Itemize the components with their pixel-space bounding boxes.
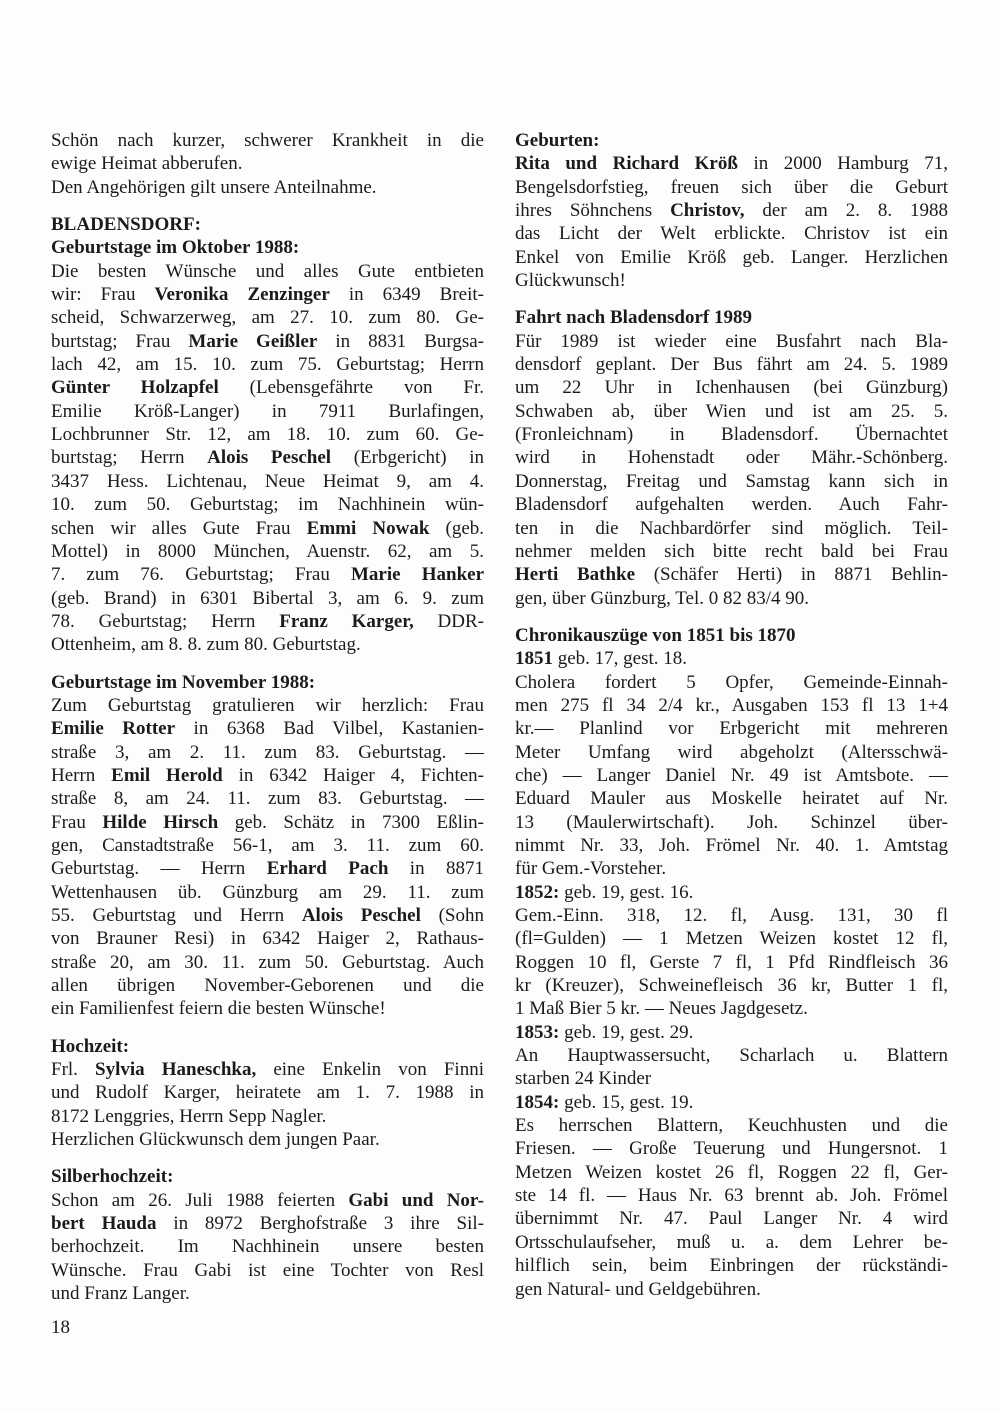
left-column	[51, 129, 484, 1306]
text-line	[515, 1091, 948, 1114]
text-line	[51, 470, 484, 493]
text-segment: Emilie Kröß-Langer) in 7911 Burlafingen,	[51, 400, 484, 422]
text-line	[515, 1207, 948, 1230]
text-segment: ten in die Nachbardörfer sind möglich. Teil-	[515, 517, 948, 539]
text-segment: berhochzeit. Im Nachhinein unsere besten	[51, 1236, 484, 1258]
text-segment: Glückwunsch!	[515, 270, 626, 292]
text-segment: nimmt Nr. 33, Joh. Frömel Nr. 40. 1. Amtstag	[515, 834, 948, 856]
text-line	[515, 1278, 948, 1301]
text-line	[515, 330, 948, 353]
text-segment: 13 (Maulerwirtschaft). Joh. Schinzel über-	[515, 811, 948, 833]
text-line	[51, 376, 484, 399]
text-segment: gen, Canstadtstraße 56-1, am 3. 11. zum 60.	[51, 834, 484, 856]
text-segment: lach 42, am 15. 10. zum 75. Geburtstag; Herrn	[51, 354, 484, 376]
text-line	[515, 787, 948, 810]
text-line	[515, 764, 948, 787]
section-heading	[51, 1165, 484, 1188]
section-block	[515, 129, 948, 292]
text-segment: 7. zum 76. Geburtstag; Frau	[51, 564, 351, 586]
text-segment: in 6342 Haiger 4, Fichten-	[222, 764, 484, 786]
text-line	[51, 974, 484, 997]
text-line	[51, 1235, 484, 1258]
text-line	[51, 997, 484, 1020]
text-line	[51, 330, 484, 353]
text-line	[51, 152, 484, 175]
text-segment: straße 8, am 24. 11. zum 83. Geburtstag. —	[51, 788, 484, 810]
bold-text-segment: Alois Peschel	[301, 905, 421, 926]
text-line	[515, 517, 948, 540]
text-segment: geb. Schätz in 7300 Eßlin-	[218, 811, 484, 833]
text-line	[515, 997, 948, 1020]
text-line	[515, 1067, 948, 1090]
text-segment: densdorf geplant. Der Bus fährt am 24. 5. 1989	[515, 354, 948, 376]
text-line	[515, 1137, 948, 1160]
text-segment: (geb.	[429, 517, 484, 539]
text-line	[515, 152, 948, 175]
text-segment: übernimmt Nr. 47. Paul Langer Nr. 4 wird	[515, 1208, 948, 1230]
text-line	[51, 1282, 484, 1305]
text-line	[51, 610, 484, 633]
text-segment: in 6368 Bad Vilbel, Kastanien-	[175, 718, 484, 740]
text-line	[51, 1128, 484, 1151]
text-segment: (Fronleichnam) in Bladensdorf. Übernachtet	[515, 424, 948, 446]
bold-text-segment: Herti Bathke	[515, 564, 636, 586]
text-segment: in 6349 Breit-	[329, 284, 485, 306]
text-line	[515, 1044, 948, 1067]
text-line	[515, 269, 948, 292]
section-block	[51, 671, 484, 1021]
text-line	[51, 1105, 484, 1128]
text-line	[51, 694, 484, 717]
section-heading	[51, 1035, 484, 1058]
text-line	[515, 857, 948, 880]
bold-text-segment: bert Hauda	[51, 1213, 157, 1235]
text-segment: 1 Maß Bier 5 kr. — Neues Jagdgesetz.	[515, 998, 808, 1020]
text-line	[51, 283, 484, 306]
bold-text-segment: 1854:	[515, 1091, 560, 1113]
text-segment: geb. 17, gest. 18.	[553, 648, 688, 670]
bold-text-segment: Sylvia Haneschka,	[95, 1059, 257, 1081]
text-segment: 3437 Hess. Lichtenau, Neue Heimat 9, am 4.	[51, 470, 484, 492]
bold-text-segment: Hilde Hirsch	[102, 811, 219, 833]
text-line	[51, 1259, 484, 1282]
text-segment: (fl=Gulden) — 1 Metzen Weizen kostet 12 fl,	[515, 928, 948, 950]
text-segment: geb. 19, gest. 29.	[559, 1021, 694, 1043]
text-line	[515, 353, 948, 376]
text-segment: um 22 Uhr in Ichenhausen (bei Günzburg)	[515, 377, 948, 399]
text-line	[515, 222, 948, 245]
text-line	[515, 974, 948, 997]
text-segment: 10. zum 50. Geburtstag; im Nachhinein wün-	[51, 494, 484, 516]
text-line	[51, 881, 484, 904]
text-segment: Bengelsdorfstieg, freuen sich über die Geburt	[515, 176, 948, 198]
text-line	[515, 400, 948, 423]
text-line	[51, 176, 484, 199]
text-segment: burtstag; Herrn	[51, 447, 208, 469]
bold-text-segment: Veronika Zenzinger	[154, 284, 330, 306]
bold-text-segment: Chronikauszüge von 1851 bis 1870	[515, 624, 796, 646]
bold-text-segment: Alois Peschel	[207, 447, 332, 469]
text-segment: Metzen Weizen kostet 26 fl, Roggen 22 fl, Ger-	[515, 1161, 948, 1183]
text-segment: Wettenhausen üb. Günzburg am 29. 11. zum	[51, 881, 484, 903]
text-segment: wir: Frau	[51, 284, 155, 306]
text-segment: straße 3, am 2. 11. zum 83. Geburtstag. —	[51, 741, 484, 763]
text-line	[515, 811, 948, 834]
section-block	[515, 306, 948, 609]
bold-text-segment: 1852:	[515, 881, 560, 903]
text-segment: wird in Hohenstadt oder Mähr.-Schönberg.	[515, 447, 948, 469]
bold-text-segment: BLADENSDORF:	[51, 214, 201, 236]
text-segment: Mottel) in 8000 München, Auenstr. 62, am 5.	[51, 540, 484, 562]
text-segment: burtstag; Frau	[51, 330, 189, 352]
section-block	[51, 1165, 484, 1305]
text-line	[515, 246, 948, 269]
text-segment: Donnerstag, Freitag und Samstag kann sich in	[515, 470, 948, 492]
text-segment: in 8972 Berghofstraße 3 ihre Sil-	[156, 1213, 484, 1235]
section-heading	[515, 624, 948, 647]
section-block	[51, 129, 484, 199]
text-segment: Friesen. — Große Teuerung und Hungersnot. 1	[515, 1138, 948, 1160]
text-segment: 55. Geburtstag und Herrn	[51, 905, 302, 926]
text-line	[515, 927, 948, 950]
text-segment: kr (Kreuzer), Schweinefleisch 36 kr, Butter 1 fl,	[515, 975, 948, 997]
text-segment: Lochbrunner Str. 12, am 18. 10. zum 60. Ge-	[51, 424, 484, 446]
text-segment: Cholera fordert 5 Opfer, Gemeinde-Einnah-	[515, 671, 948, 693]
text-segment: starben 24 Kinder	[515, 1068, 652, 1090]
text-segment: für Gem.-Vorsteher.	[515, 858, 667, 880]
text-segment: Wünsche. Frau Gabi ist eine Tochter von Resl	[51, 1259, 484, 1281]
text-segment: 8172 Lenggries, Herrn Sepp Nagler.	[51, 1105, 327, 1127]
text-line	[51, 563, 484, 586]
bold-text-segment: Franz Karger,	[279, 610, 414, 632]
text-segment: in 2000 Hamburg 71,	[737, 153, 949, 175]
text-line	[51, 353, 484, 376]
bold-text-segment: Geburtstage im November 1988:	[51, 671, 316, 693]
text-line	[515, 1254, 948, 1277]
bold-text-segment: Emil Herold	[111, 764, 223, 786]
text-segment: ein Familienfest feiern die besten Wünsche!	[51, 998, 386, 1020]
text-line	[51, 1081, 484, 1104]
text-segment: Ortsschulaufseher, muß u. a. dem Lehrer be-	[515, 1231, 948, 1253]
text-line	[515, 1161, 948, 1184]
text-segment: (Erbgericht) in	[331, 447, 484, 469]
text-line	[51, 927, 484, 950]
text-segment: Frau	[51, 811, 103, 833]
text-segment: nehmer melden sich bitte recht bald bei Frau	[515, 540, 948, 562]
text-line	[515, 881, 948, 904]
bold-text-segment: Erhard Pach	[266, 858, 389, 880]
text-line	[515, 446, 948, 469]
text-segment: geb. 15, gest. 19.	[559, 1091, 694, 1113]
text-segment: ste 14 fl. — Haus Nr. 63 brennt ab. Joh. Frömel	[515, 1185, 948, 1207]
text-segment: der am 2. 8. 1988	[744, 200, 948, 222]
bold-text-segment: Gabi und Nor-	[348, 1189, 484, 1211]
bold-text-segment: Geburten:	[515, 130, 600, 151]
text-segment: Roggen 10 fl, Gerste 7 fl, 1 Pfd Rindfleisch 36	[515, 951, 948, 973]
section-heading	[515, 129, 948, 152]
text-segment: allen übrigen November-Geborenen und die	[51, 975, 484, 997]
text-segment: An Hauptwassersucht, Scharlach u. Blattern	[515, 1045, 948, 1067]
text-segment: Enkel von Emilie Kröß geb. Langer. Herzlichen	[515, 246, 948, 268]
text-line	[51, 857, 484, 880]
text-segment: Gem.-Einn. 318, 12. fl, Ausg. 131, 30 fl	[515, 905, 948, 926]
text-segment: (geb. Brand) in 6301 Bibertal 3, am 6. 9. zum	[51, 587, 484, 609]
section-heading	[515, 306, 948, 329]
text-segment: Zum Geburtstag gratulieren wir herzlich: Frau	[51, 694, 484, 716]
text-line	[51, 260, 484, 283]
page-number: 18	[51, 1317, 70, 1338]
text-segment: Schon am 26. Juli 1988 feierten	[51, 1189, 349, 1211]
text-line	[51, 129, 484, 152]
text-segment: und Franz Langer.	[51, 1283, 190, 1305]
text-line	[515, 1021, 948, 1044]
text-line	[51, 493, 484, 516]
text-line	[51, 540, 484, 563]
text-line	[51, 423, 484, 446]
text-line	[515, 176, 948, 199]
text-segment: hilflich sein, beim Einbringen der rückständi-	[515, 1255, 948, 1277]
section-heading	[51, 213, 484, 236]
bold-text-segment: 1853:	[515, 1021, 560, 1043]
section-block	[515, 624, 948, 1301]
text-segment: straße 20, am 30. 11. zum 50. Geburtstag. Auch	[51, 951, 484, 973]
text-segment: Herzlichen Glückwunsch dem jungen Paar.	[51, 1129, 380, 1151]
text-line	[515, 199, 948, 222]
bold-text-segment: Silberhochzeit:	[51, 1166, 174, 1188]
text-segment: ewige Heimat abberufen.	[51, 153, 243, 175]
text-line	[515, 951, 948, 974]
text-line	[515, 741, 948, 764]
text-segment: ihres Söhnchens	[515, 200, 671, 222]
text-segment: Frl.	[51, 1059, 96, 1081]
text-line	[51, 1058, 484, 1081]
text-segment: Den Angehörigen gilt unsere Anteilnahme.	[51, 176, 377, 198]
text-segment: schen wir alles Gute Frau	[51, 517, 307, 539]
text-line	[51, 587, 484, 610]
bold-text-segment: Günter Holzapfel	[51, 377, 219, 399]
text-line	[515, 470, 948, 493]
section-block	[51, 1035, 484, 1152]
text-segment: DDR-	[413, 610, 484, 632]
text-segment: Ottenheim, am 8. 8. zum 80. Geburtstag.	[51, 634, 361, 656]
text-segment: Herrn	[51, 764, 112, 786]
text-line	[515, 1114, 948, 1137]
bold-text-segment: Geburtstage im Oktober 1988:	[51, 237, 300, 259]
text-segment: das Licht der Welt erblickte. Christov ist ein	[515, 223, 948, 245]
text-segment: Geburtstag. — Herrn	[51, 858, 267, 880]
text-line	[515, 493, 948, 516]
text-line	[515, 834, 948, 857]
text-segment: gen Natural- und Geldgebühren.	[515, 1278, 761, 1300]
text-segment: gen, über Günzburg, Tel. 0 82 83/4 90.	[515, 587, 810, 609]
text-segment: 78. Geburtstag; Herrn	[51, 610, 280, 632]
text-segment: Schwaben ab, über Wien und ist am 25. 5.	[515, 400, 948, 422]
text-line	[515, 1184, 948, 1207]
text-line	[51, 951, 484, 974]
text-line	[51, 834, 484, 857]
text-segment: (Sohn	[420, 905, 484, 926]
text-segment: Die besten Wünsche und alles Gute entbieten	[51, 260, 484, 282]
bold-text-segment: Christov,	[670, 200, 745, 222]
text-line	[51, 811, 484, 834]
text-segment: Schön nach kurzer, schwerer Krankheit in die	[51, 130, 484, 151]
text-line	[515, 647, 948, 670]
text-segment: kr.— Planlind vor Erbgericht mit mehreren	[515, 718, 948, 740]
text-line	[51, 787, 484, 810]
text-segment: che) — Langer Daniel Nr. 49 ist Amtsbote. —	[515, 764, 948, 786]
text-segment: Für 1989 ist wieder eine Busfahrt nach Bla-	[515, 330, 948, 352]
bold-text-segment: Emilie Rotter	[51, 718, 176, 740]
text-line	[515, 904, 948, 927]
bold-text-segment: Fahrt nach Bladensdorf 1989	[515, 307, 752, 329]
section-heading	[51, 236, 484, 259]
text-line	[51, 400, 484, 423]
bold-text-segment: Marie Geißler	[188, 330, 318, 352]
text-line	[515, 717, 948, 740]
text-segment: men 275 fl 34 2/4 kr., Ausgaben 153 fl 13 1+4	[515, 694, 948, 716]
right-column	[515, 129, 948, 1301]
text-segment: (Lebensgefährte von Fr.	[218, 377, 484, 399]
text-line	[515, 671, 948, 694]
text-line	[515, 563, 948, 586]
text-line	[515, 423, 948, 446]
text-line	[515, 694, 948, 717]
text-line	[515, 1231, 948, 1254]
text-line	[51, 904, 484, 927]
text-line	[515, 540, 948, 563]
text-line	[51, 446, 484, 469]
text-line	[51, 741, 484, 764]
text-segment: von Brauner Resi) in 6342 Haiger 2, Rathaus-	[51, 928, 484, 950]
text-line	[51, 717, 484, 740]
text-line	[51, 764, 484, 787]
text-line	[51, 1189, 484, 1212]
text-segment: scheid, Schwarzerweg, am 27. 10. zum 80. Ge-	[51, 307, 484, 329]
text-line	[51, 517, 484, 540]
text-segment: in 8831 Burgsa-	[317, 330, 485, 352]
section-block	[51, 213, 484, 657]
text-segment: und Rudolf Karger, heiratete am 1. 7. 1988 in	[51, 1082, 484, 1104]
text-segment: geb. 19, gest. 16.	[559, 881, 694, 903]
bold-text-segment: Emmi Nowak	[306, 517, 430, 539]
text-segment: Es herrschen Blattern, Keuchhusten und die	[515, 1115, 948, 1137]
bold-text-segment: Rita und Richard Kröß	[515, 153, 738, 175]
text-line	[515, 587, 948, 610]
text-segment: (Schäfer Herti) in 8871 Behlin-	[635, 564, 949, 586]
text-segment: eine Enkelin von Finni	[256, 1059, 484, 1081]
text-segment: Meter Umfang wird abgeholzt (Altersschwä-	[515, 741, 948, 763]
text-line	[51, 306, 484, 329]
text-line	[515, 376, 948, 399]
bold-text-segment: Hochzeit:	[51, 1035, 130, 1057]
text-segment: in 8871	[388, 858, 485, 880]
section-heading	[51, 671, 484, 694]
bold-text-segment: 1851	[515, 648, 553, 670]
text-line	[51, 1212, 484, 1235]
text-segment: Eduard Mauler aus Moskelle heiratet auf Nr.	[515, 788, 948, 810]
bold-text-segment: Marie Hanker	[350, 564, 485, 586]
text-segment: Bladensdorf aufgehalten werden. Auch Fahr-	[515, 494, 948, 516]
text-line	[51, 633, 484, 656]
